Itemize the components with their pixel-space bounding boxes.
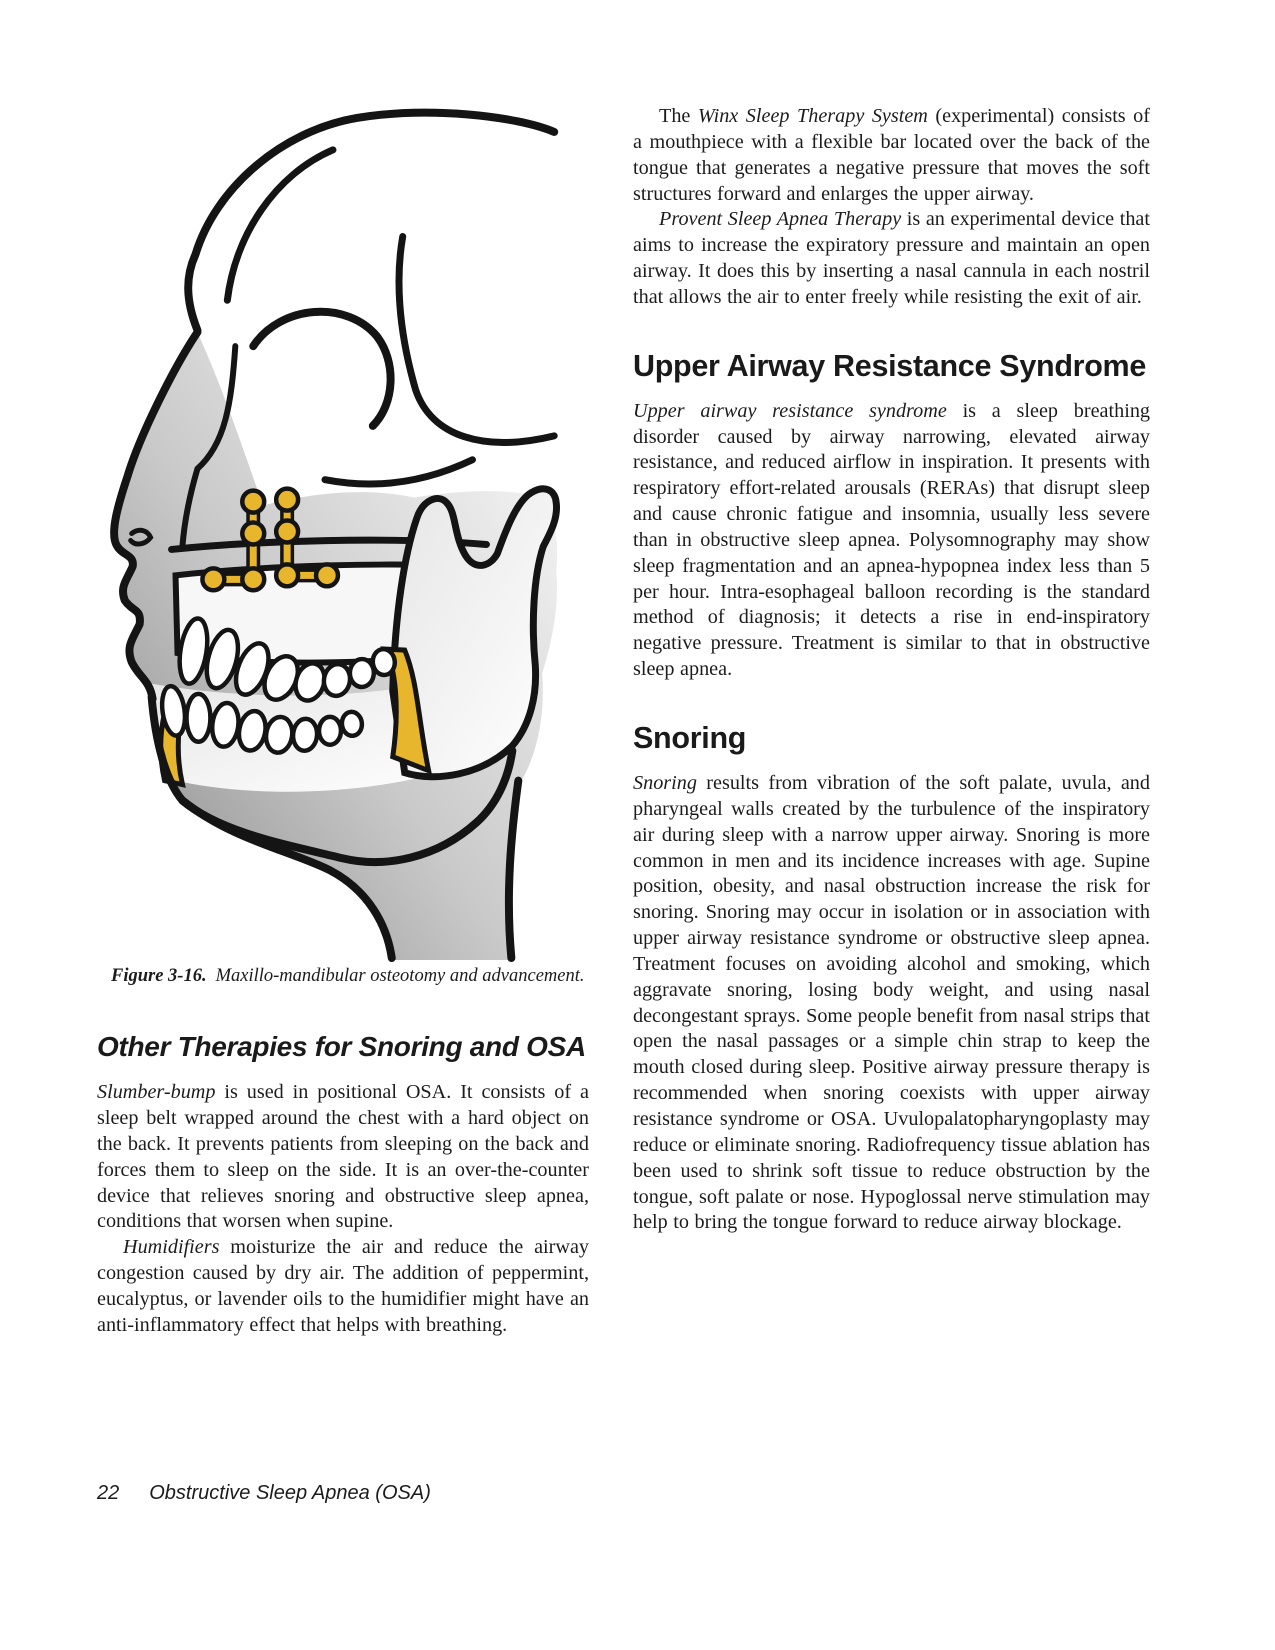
- paragraph-humidifiers: Humidifiers moisturize the air and reduce the airway congestion caused by dry air. The addition of peppermint, eucalyptus, or lavender oils to the humidifier might have an anti-inflammatory effect that helps with breathing.: [97, 1236, 589, 1336]
- right-column: [633, 104, 1150, 1236]
- page-number: 22: [97, 1482, 120, 1504]
- left-column: [97, 105, 589, 1339]
- cranium-outline: [188, 113, 554, 331]
- zygomatic-arch: [325, 460, 472, 484]
- paragraph-winx: The Winx Sleep Therapy System (experimental) consists of a mouthpiece with a flexible bar located over the back of the tongue that generates a negative pressure that moves the soft structures forward and enlarges the upper airway.: [633, 105, 1150, 205]
- skull-illustration: [85, 105, 565, 962]
- running-title: Obstructive Sleep Apnea (OSA): [149, 1482, 431, 1504]
- paragraph-provent: Provent Sleep Apnea Therapy is an experimental device that aims to increase the expiratory pressure and maintain an open airway. It does this by inserting a nasal cannula in each nostril that allows the air to enter freely while resisting the exit of air.: [633, 208, 1151, 308]
- figure-caption-label: Figure 3-16.: [111, 966, 207, 986]
- paragraph-snoring: Snoring results from vibration of the soft palate, uvula, and pharyngeal walls created by the turbulence of the inspiratory air during sleep with a narrow upper airway. Snoring is more common in men and its incidence increases with age. Supine position, obesity, and nasal obstruction increase the risk for snoring. Snoring may occur in isolation or in association with upper airway resistance syndrome or obstructive sleep apnea. Treatment focuses on avoiding alcohol and smoking, which aggravate snoring, losing body weight, and using nasal decongestant sprays. Some people benefit from nasal strips that open the nasal passages or a simple chin strap to keep the mouth closed during sleep. Positive airway pressure therapy is recommended when snoring coexists with upper airway resistance syndrome or OSA. Uvulopalatopharyngoplasty may reduce or eliminate snoring. Radiofrequency tissue ablation has been used to shrink soft tissue to reduce obstruction by the tongue, soft palate or nose. Hypoglossal nerve stimulation may help to bring the tongue forward to reduce airway blockage.: [633, 772, 1150, 1234]
- orbit: [253, 312, 390, 426]
- paragraph-uars: Upper airway resistance syndrome is a sleep breathing disorder caused by airway narrowing, elevated airway resistance, and reduced airflow in inspiration. It presents with respiratory effort-related arousals (RERAs) that disrupt sleep and cause chronic fatigue and insomnia, usually less severe than in obstructive sleep apnea. Polysomnography may show sleep fragmentation and an apnea-hypopnea index less than 5 per hour. Intra-esophageal balloon recording is the standard method of diagnosis; it detects a rise in end-inspiratory negative pressure. Treatment is similar to that in obstructive sleep apnea.: [633, 399, 1151, 681]
- figure-3-16: [97, 105, 589, 987]
- section-heading-other-therapies: Other Therapies for Snoring and OSA: [97, 1031, 586, 1062]
- paragraph-slumber-bump: Slumber-bump is used in positional OSA. It consists of a sleep belt wrapped around the chest with a hard object on the back. It prevents patients from sleeping on the back and forces them to sleep on the side. It is an over-the-counter device that relieves snoring and obstructive sleep apnea, conditions that worsen when supine.: [97, 1081, 589, 1233]
- section-heading-uars: Upper Airway Resistance Syndrome: [633, 348, 1147, 383]
- figure-caption: [111, 966, 589, 987]
- page-footer: [97, 1482, 431, 1505]
- temporal-line: [399, 237, 554, 443]
- section-heading-snoring: Snoring: [633, 721, 747, 756]
- figure-caption-text: Maxillo-mandibular osteotomy and advancement.: [215, 966, 585, 986]
